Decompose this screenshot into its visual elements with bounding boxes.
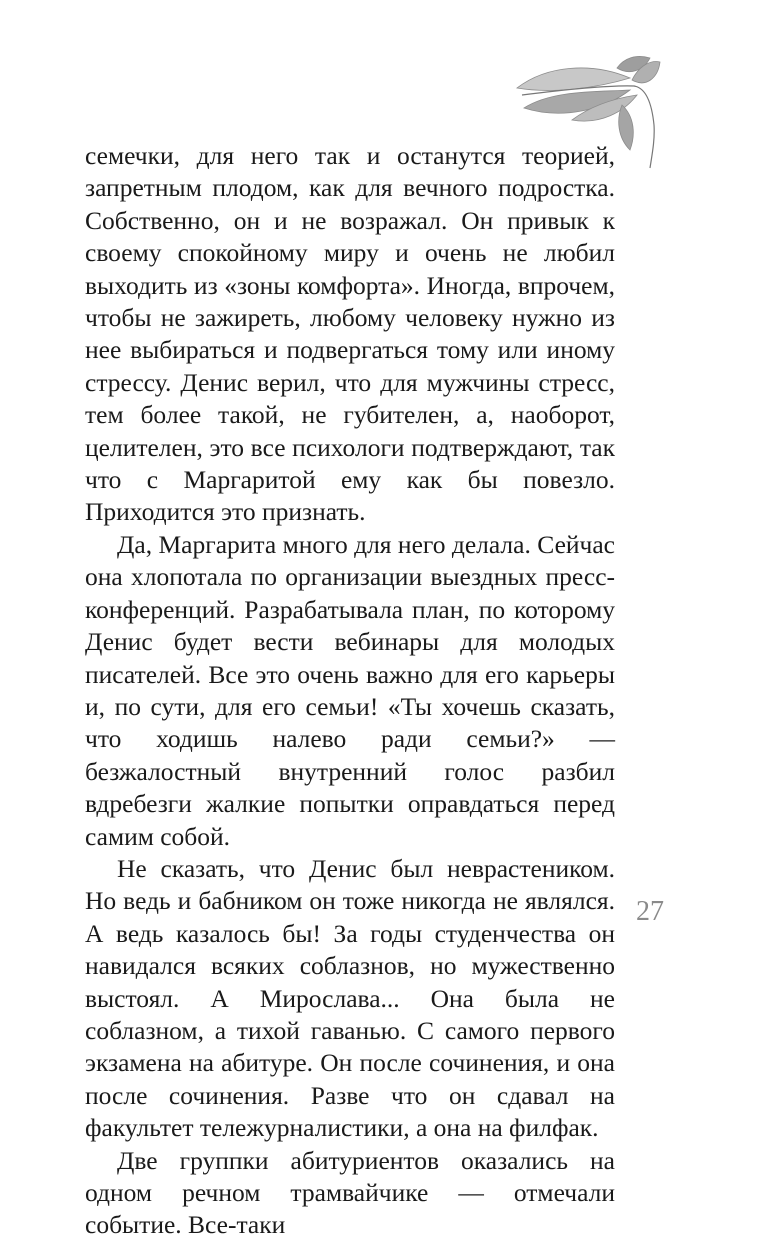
paragraph: Да, Маргарита много для него делала. Сейчас она хлопотала по организации выездных пресс-конференций. Разрабатывала план, по которому Денис будет вести вебинары для молодых писателей. Все это очень важно для его карьеры и, по сути, для его семьи! «Ты хочешь сказать, что ходишь налево ради семьи?» — безжалостный внутренний голос разбил вдребезги жалкие попытки оправдаться перед самим собой. — [85, 529, 615, 851]
page-number: 27 — [636, 896, 664, 927]
body-text — [85, 140, 615, 1242]
paragraph: семечки, для него так и останутся теорией, запретным плодом, как для вечного подростка. Собственно, он и не возражал. Он привык к своему спокойному миру и очень не любил выходить из «зоны комфорта». Иногда, впрочем, чтобы не зажиреть, любому человеку нужно из нее выбираться и подвергаться тому или иному стрессу. Денис верил, что для мужчины стресс, тем более такой, не губителен, а, наоборот, целителен, это все психологи подтверждают, так что с Маргаритой ему как бы повезло. Приходится это признать. — [85, 141, 615, 527]
paragraph: Две группки абитуриентов оказались на одном речном трамвайчике — отмечали событие. Все-таки — [85, 1145, 615, 1240]
paragraph: Не сказать, что Денис был неврастеником. Но ведь и бабником он тоже никогда не являлся. А ведь казалось бы! За годы студенчества он навидался всяких соблазнов, но мужественно выстоял. А Мирослава... Она была не соблазном, а тихой гаванью. С самого первого экзамена на абитуре. Он после сочинения, и она после сочинения. Разве что он сдавал на факультет тележурналистики, а она на филфак. — [85, 853, 615, 1143]
